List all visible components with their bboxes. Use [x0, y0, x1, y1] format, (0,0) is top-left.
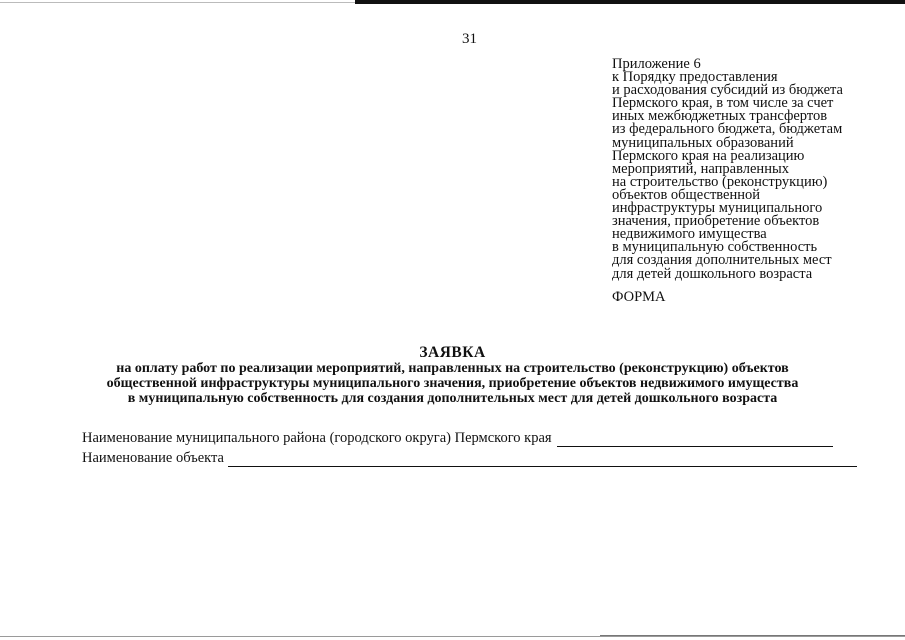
district-blank-line[interactable] [557, 434, 833, 447]
scan-edge-top [355, 0, 905, 4]
appendix-line: Пермского края, в том числе за счет [612, 95, 834, 112]
scan-edge-top-thin [0, 2, 355, 3]
appendix-block [612, 58, 902, 281]
scan-edge-bottom [0, 636, 905, 637]
object-blank-line[interactable] [228, 454, 857, 467]
appendix-line: к Порядку предоставления [612, 69, 778, 86]
appendix-line: недвижимого имущества [612, 226, 767, 243]
appendix-line: Пермского края на реализацию [612, 147, 805, 164]
appendix-line: Приложение 6 [612, 56, 701, 72]
object-label: Наименование объекта [82, 450, 224, 466]
document-title: ЗАЯВКА [419, 344, 486, 361]
appendix-line: и расходования субсидий из бюджета [612, 82, 843, 99]
district-label: Наименование муниципального района (городского округа) Пермского края [82, 430, 552, 446]
subtitle-line: общественной инфраструктуры муниципального значения, приобретение объектов недвижимого имущества [106, 375, 799, 391]
appendix-line: для создания дополнительных мест [612, 252, 832, 269]
appendix-line: из федерального бюджета, бюджетам [612, 121, 843, 138]
subtitle-line: в муниципальную собственность для создания дополнительных мест для детей дошкольного возраста [127, 390, 778, 406]
form-label: ФОРМА [612, 289, 666, 305]
district-field [82, 430, 857, 447]
appendix-line: муниципальных образований [612, 134, 794, 151]
appendix-line: объектов общественной [612, 186, 761, 203]
appendix-line: в муниципальную собственность [612, 239, 818, 256]
appendix-line: инфраструктуры муниципального [612, 200, 823, 217]
subtitle-line: на оплату работ по реализации мероприятий, направленных на строительство (реконструкцию) объектов [116, 361, 789, 376]
appendix-line: на строительство (реконструкцию) [612, 173, 828, 190]
document-subtitle [90, 362, 815, 406]
page-number: 31 [462, 31, 477, 47]
appendix-line: мероприятий, направленных [612, 160, 789, 177]
appendix-line: для детей дошкольного возраста [612, 265, 813, 282]
appendix-line: значения, приобретение объектов [612, 213, 820, 230]
appendix-line: иных межбюджетных трансфертов [612, 108, 828, 125]
object-field [82, 450, 857, 467]
